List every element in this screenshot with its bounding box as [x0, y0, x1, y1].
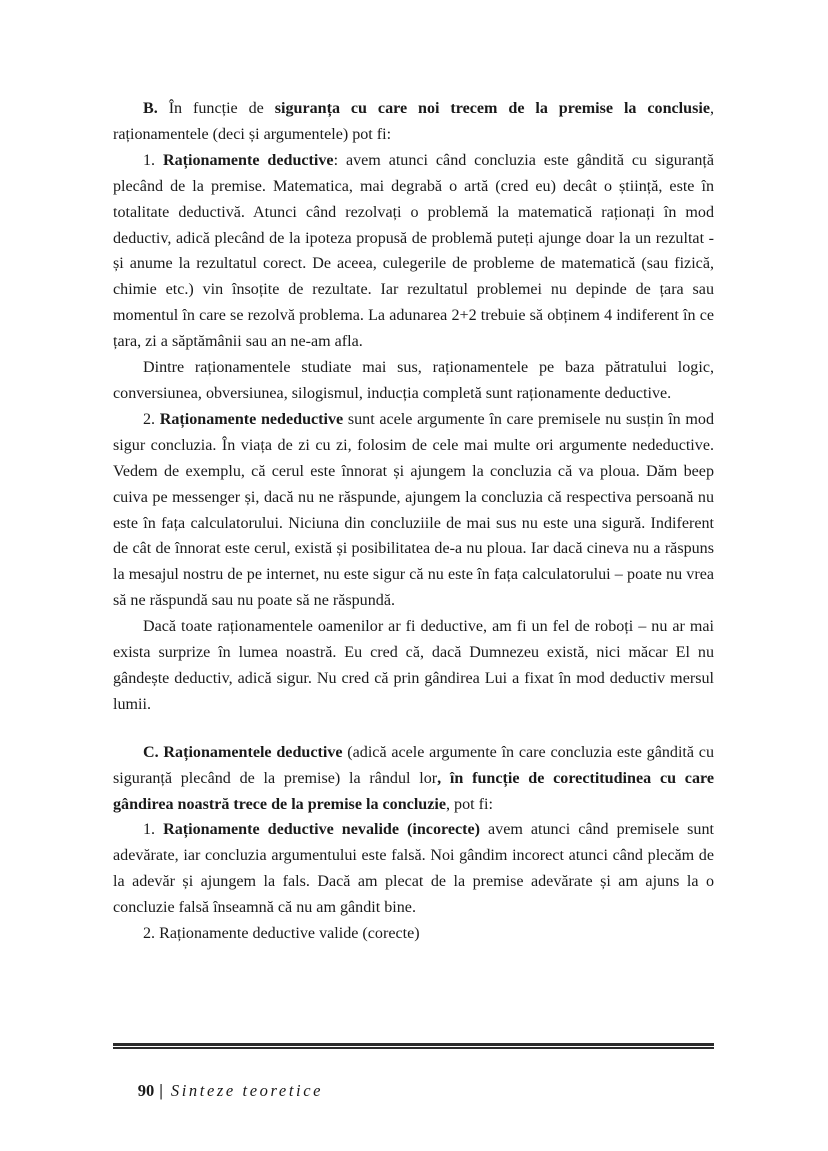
para-c-heading-run-2: , în funcție de corectitudinea cu care gândirea noastră trece de la premise la concluzie	[113, 769, 714, 813]
para-1-deductive	[113, 148, 714, 355]
footer-rule-bottom	[113, 1047, 714, 1049]
footer-section-title: Sinteze teoretice	[170, 1081, 324, 1100]
para-1-nevalide-run-1: Raționamente deductive nevalide (incorecte)	[163, 821, 481, 839]
page-body-text	[113, 96, 714, 947]
para-dintre-run-0: Dintre raționamentele studiate mai sus, raționamentele pe baza pătratului logic, conversiunea, obversiunea, silogismul, inducția completă sunt raționamente deductive.	[113, 359, 714, 402]
page-footer	[113, 1043, 714, 1124]
para-2-valide	[113, 921, 714, 947]
para-c-heading-run-1: (adică acele argumente în care concluzia este gândită cu siguranță plecând de la premise) la rândul lor	[113, 743, 714, 787]
para-b-heading-run-3: , raționamentele (deci și argumentele) pot fi:	[113, 100, 714, 143]
para-c-heading-run-0: C. Raționamentele deductive	[143, 743, 343, 761]
para-daca-toate-run-0: Dacă toate raționamentele oamenilor ar fi deductive, am fi un fel de roboți – nu ar mai exista surprize în lumea noastră. Eu cred că, dacă Dumnezeu există, nici măcar El nu gândește deductiv, adică sigur. Nu cred că prin gândirea Lui a fixat în mod deductiv mersul lumii.	[113, 618, 714, 713]
para-b-heading-run-1: În funcție de	[168, 100, 275, 117]
para-1-nevalide	[113, 817, 714, 921]
para-b-heading	[113, 96, 714, 148]
footer-page-number: 90	[137, 1081, 155, 1100]
para-2-nedeductive-run-1: Raționamente nedeductive	[159, 410, 344, 428]
para-1-deductive-run-2: : avem atunci când concluzia este gândită cu siguranță plecând de la premise. Matematica, mai degrabă o artă (cred eu) decât o știință, este în totalitate deductivă. Atunci când rezolvați o problemă la matematică raționați în mod deductiv, adică plecând de la ipoteza propusă de problemă puteți ajunge doar la un rezultat - și anume la rezultatul corect. De aceea, culegerile de probleme de matematică (sau fizică, chimie etc.) vin însoțite de rezultate. Iar rezultatul problemei nu depinde de țara sau momentul în care se rezolvă problema. La adunarea 2+2 trebuie să obținem 4 indiferent în ce țara, zi a săptămânii sau an ne-am afla.	[113, 151, 714, 351]
para-1-nevalide-run-0: 1.	[143, 821, 164, 839]
para-2-nedeductive	[113, 407, 714, 614]
footer-separator: |	[159, 1081, 163, 1100]
para-2-nedeductive-run-0: 2.	[143, 410, 160, 428]
para-c-heading	[113, 740, 714, 818]
para-2-valide-run-0: 2. Raționamente deductive valide (corecte)	[143, 925, 420, 943]
para-c-heading-run-3: , pot fi:	[446, 795, 493, 813]
para-1-deductive-run-0: 1.	[143, 151, 163, 169]
para-dintre	[113, 355, 714, 407]
para-b-heading-run-0: B.	[143, 100, 169, 117]
para-1-deductive-run-1: Raționamente deductive	[162, 151, 334, 169]
para-1-nevalide-run-2: avem atunci când premisele sunt adevărate, iar concluzia argumentului este falsă. Noi gândim incorect atunci când plecăm de la adevăr și ajungem la fals. Dacă am plecat de la premise adevărate și am ajuns la o concluzie falsă înseamnă că nu am gândit bine.	[113, 821, 714, 917]
footer-text-line	[113, 1058, 714, 1124]
para-b-heading-run-2: siguranța cu care noi trecem de la premise la conclusie	[274, 100, 710, 117]
para-2-nedeductive-run-2: sunt acele argumente în care premisele nu susțin în mod sigur concluzia. În viața de zi cu zi, folosim de cele mai multe ori argumente nedeductive. Vedem de exemplu, că cerul este înnorat și ajungem la concluzia că va ploua. Dăm beep cuiva pe messenger și, dacă nu ne răspunde, ajungem la concluzia că respectiva persoană nu este în fața calculatorului. Niciuna din concluziile de mai sus nu este una sigură. Indiferent de cât de înnorat este cerul, există și posibilitatea de-a nu ploua. Iar dacă cineva nu a răspuns la mesajul nostru de pe internet, nu este sigur că nu este în fața calculatorului – poate nu vrea să ne răspundă sau nu poate să ne răspundă.	[113, 410, 714, 610]
para-daca-toate	[113, 614, 714, 718]
